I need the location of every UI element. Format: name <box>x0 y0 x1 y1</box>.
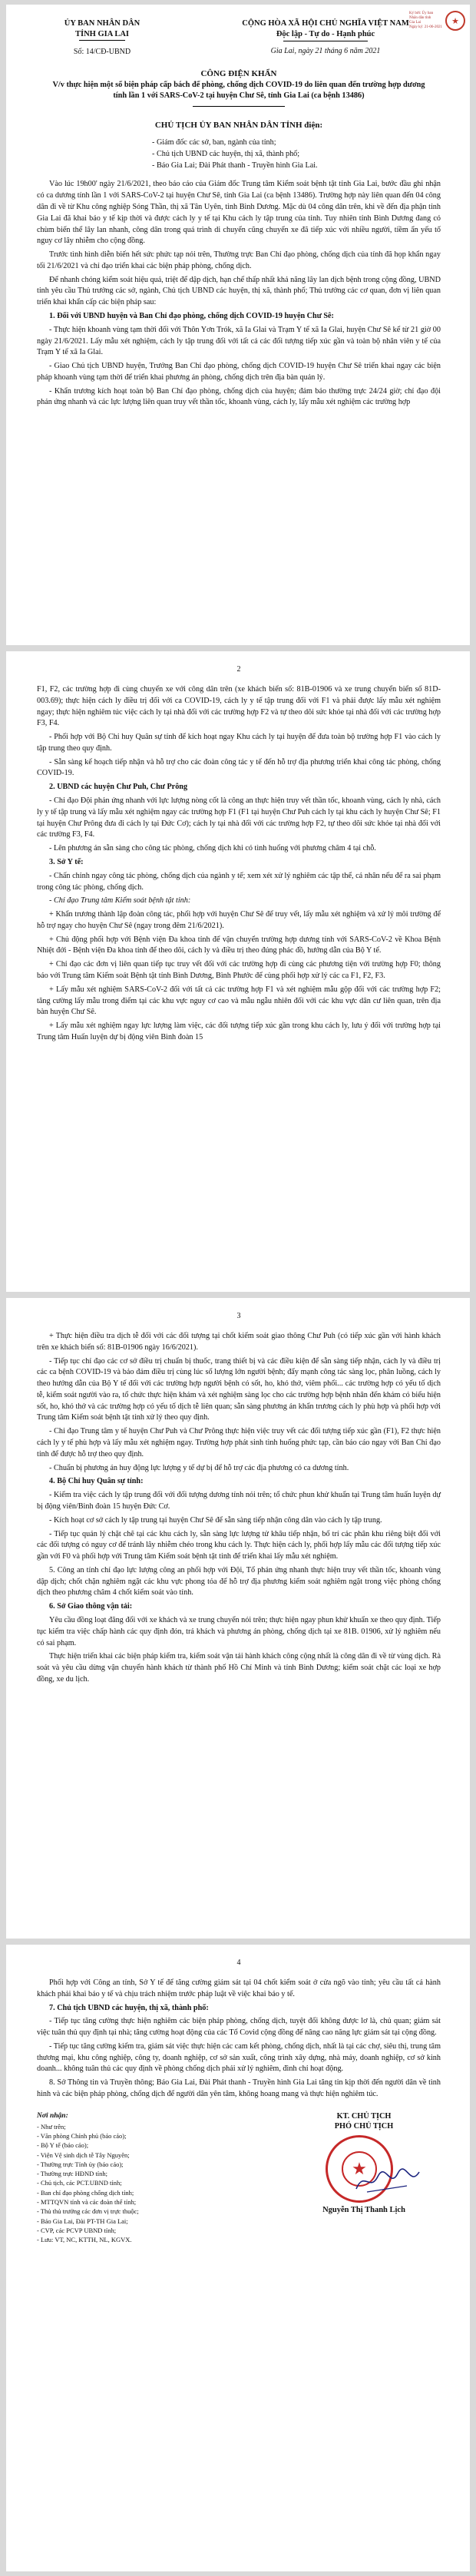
paragraph: Trước tình hình diễn biến hết sức phức tạp nói trên, Thường trực Ban Chỉ đạo phòng, chống dịch của tỉnh đã họp khẩn ngay tối 21/6/2021 và chỉ đạo triển khai các biện pháp phòng, chống dịch. <box>37 250 441 270</box>
paragraph: + Lấy mẫu xét nghiệm SARS-CoV-2 đối với tất cả các trường hợp F1 và xét nghiệm mẫu gộp đối với các trường hợp F2; tăng cường lấy mẫu trong điểm tại các khu vực nguy cơ cao và mẫu ngẫu nhiên đối với các khu vực dân cư liên quan, trên địa bàn huyện Chư Sê. <box>37 985 441 1017</box>
document-page-4 <box>6 1945 470 2571</box>
signer-authority: KT. CHỦ TỊCH <box>336 2111 392 2121</box>
paragraph: - Chuẩn bị phương án huy động lực lượng y tế dự bị để hỗ trợ các địa phương có ca dương tính. <box>49 1463 349 1472</box>
section-heading: 7. Chủ tịch UBND các huyện, thị xã, thành phố: <box>49 2003 209 2012</box>
national-block <box>210 18 441 56</box>
paragraph: Để nhanh chóng kiểm soát hiệu quả, triệt để dập dịch, hạn chế thấp nhất khả năng lây lan dịch bệnh trong cộng đồng, UBND tỉnh yêu cầu Thủ trưởng các sở, ngành, Chủ tịch UBND các huyện, thị xã, thành phố; Thủ trưởng các cơ quan, đơn vị liên quan triển khai khẩn cấp các biện pháp sau: <box>37 275 441 307</box>
document-date: Gia Lai, ngày 21 tháng 6 năm 2021 <box>270 47 381 56</box>
paragraph: - Chỉ đạo Đội phản ứng nhanh với lực lượng nòng cốt là công an thực hiện truy vết thần tốc, khoanh vùng, cách ly nhà, cách ly y tế tập trung và lấy mẫu xét nghiệm ngay các trường hợp F1 (F1 tại huyện Chư Puh cách ly tại khu cách ly huyện Chư Sê; F1 tại huyện Chư Prông đưa đi cách ly tại Đức Cơ); cách ly tại nhà đối với các trường hợp F2, tự theo dõi sức khỏe tại nhà đối với các trường F3, F4. <box>37 796 441 839</box>
page-number: 3 <box>236 1312 241 1320</box>
signer-name: Nguyễn Thị Thanh Lịch <box>322 2205 405 2214</box>
recipient-item: - Văn phòng Chính phủ (báo cáo); <box>37 2131 127 2140</box>
paragraph: - Chấn chỉnh ngay công tác phòng, chống dịch của ngành y tế; xem xét xử lý nghiêm các tập thể, cá nhân nếu để ra sai phạm trong công tác phòng, chống dịch. <box>37 871 441 892</box>
digital-signature-text: Ký bởi: Ủy ban Nhân dân tỉnh Gia Lai Ngày ký: 21-06-2021 <box>409 12 443 29</box>
digital-signature-tag <box>409 11 465 31</box>
paragraph: + Thực hiện điều tra dịch tễ đối với các đối tượng tại chốt kiểm soát giao thông Chư Puh (có tiếp xúc gần với hành khách trên xe khách biển số: 81B-01906 ngày 16/6/2021). <box>37 1332 441 1352</box>
recipient-item: - Chủ tịch, các PCT.UBND tỉnh; <box>37 2179 122 2187</box>
recipient-item: - Thủ thủ trưởng các đơn vị trực thuộc; <box>37 2207 139 2216</box>
document-page-2 <box>6 651 470 1292</box>
issuer-rule <box>79 40 125 41</box>
paragraph: + Khẩn trương thành lập đoàn công tác, phối hợp với huyện Chư Sê để truy vết, lấy mẫu xét nghiệm và xử lý môi trường để hỗ trợ ngay cho huyện Chư Sê (ngay trong đêm 21/6/2021). <box>37 910 441 930</box>
paragraph: - Kích hoạt cơ sở cách ly tập trung tại huyện Chư Sê để sẵn sàng tiếp nhận công dân vào cách ly tập trung. <box>49 1515 382 1525</box>
section-heading: 1. Đối với UBND huyện và Ban Chỉ đạo phòng, chống dịch COVID-19 huyện Chư Sê: <box>49 312 334 320</box>
document-page-1 <box>6 5 470 645</box>
section-heading: 2. UBND các huyện Chư Puh, Chư Prông <box>49 783 188 792</box>
document-header <box>37 18 441 57</box>
signature-section <box>37 2111 441 2245</box>
recipient-item: - MTTQVN tỉnh và các đoàn thể tỉnh; <box>37 2198 137 2207</box>
document-subject: V/v thực hiện một số biện pháp cấp bách để phòng, chống dịch COVID-19 do liên quan đến trường hợp dương tính lần 1 với SARS-CoV-2 tại huyện Chư Sê, tỉnh Gia Lai (ca bệnh 13486) <box>52 81 425 101</box>
paragraph: - Sẵn sàng kế hoạch tiếp nhận và hỗ trợ cho các đoàn công tác y tế đến hỗ trợ địa phương triển khai công tác phòng, chống COVID-19. <box>37 757 441 778</box>
paragraph: - Tiếp tục tăng cường kiểm tra, giám sát việc thực hiện các cam kết phòng, chống dịch, nhất là tại các chợ, siêu thị, trung tâm thương mại, khu công nghiệp, công ty, doanh nghiệp, cơ sở sản xuất, công trình xây dựng, nhà máy, doanh nghiệp, cơ sở kinh doanh... không tuân thủ các quy định về phòng chống dịch phải xử lý nghiêm, đình chỉ hoạt động. <box>37 2041 441 2074</box>
national-motto: Độc lập - Tự do - Hạnh phúc <box>276 29 375 38</box>
signer-position: PHÓ CHỦ TỊCH <box>334 2122 394 2131</box>
paragraph: - Giao Chủ tịch UBND huyện, Trưởng Ban Chỉ đạo phòng, chống dịch COVID-19 huyện Chư Sê triển khai ngay các biện pháp khoanh vùng tạm thời để triển khai phương án phòng, chống dịch trên địa bàn quản lý. <box>37 362 441 382</box>
document-title: CÔNG ĐIỆN KHẨN <box>200 69 277 79</box>
paragraph: - Tiếp tục tăng cường thực hiện nghiêm các biện pháp phòng, chống dịch, tuyệt đối không được lơ là, chủ quan; giám sát việc tuân thủ quy định tại nhà; tăng cường hoạt động của các Tổ Covid cộng đồng để nâng cao năng lực giám sát tại cộng đồng. <box>37 2017 441 2038</box>
document-number: Số: 14/CĐ-UBND <box>73 48 131 57</box>
paragraph: 8. Sở Thông tin và Truyền thông; Báo Gia Lai, Đài Phát thanh - Truyền hình Gia Lai tăng tin kịp thời đến người dân về tình hình và các biện pháp phòng, chống dịch để người dân yên tâm, không hoang mang và thực hiện nghiêm túc. <box>37 2078 441 2099</box>
paragraph: F1, F2, các trường hợp đi cùng chuyến xe với công dân trên (xe khách biển số: 81B-01906 và xe trung chuyển biển số 81D-003.69); thực hiện cách ly điều trị đối với ca COVID-19, cách ly y tế tập trung đối với F1 và phải được lấy mẫu xét nghiệm ngay; thực hiện nghiêm túc việc cách ly tại nhà đối với các trường hợp F2 và tự theo dõi sức khỏe tại nhà đối với các trường hợp F3, F4. <box>37 685 441 728</box>
section-heading: 6. Sở Giao thông vận tải: <box>49 1602 133 1611</box>
section-heading: 4. Bộ Chỉ huy Quân sự tỉnh: <box>49 1477 144 1486</box>
star-icon: ★ <box>342 2151 377 2187</box>
section-heading: 3. Sở Y tế: <box>49 857 84 866</box>
paragraph: - Chỉ đạo Trung tâm y tế huyện Chư Puh và Chư Prông thực hiện việc truy vết các đối tượng tiếp xúc gần (F1), F2 thực hiện cách ly y tế phù hợp và lấy mẫu xét nghiệm ngay. Trường hợp phát sinh tình huống phức tạp, cần báo cáo ngay với Ban Chỉ đạo tỉnh để được hỗ trợ theo quy định. <box>37 1427 441 1459</box>
signer-block <box>287 2111 441 2245</box>
national-title: CỘNG HÒA XÃ HỘI CHỦ NGHĨA VIỆT NAM <box>242 19 409 28</box>
recipient-item: - Ban chỉ đạo phòng chống dịch tỉnh; <box>37 2188 134 2197</box>
seal-mini-icon: ★ <box>445 11 465 31</box>
official-seal <box>287 2135 441 2206</box>
recipient-item: - Báo Gia Lai, Đài PT-TH Gia Lai; <box>37 2217 128 2225</box>
title-rule <box>193 106 285 107</box>
paragraph: - Phối hợp với Bộ Chỉ huy Quân sự tỉnh để kích hoạt ngay Khu cách ly tại huyện để đưa toàn bộ trường hợp F1 vào cách ly tập trung theo quy định. <box>37 733 441 753</box>
addressee-heading: CHỦ TỊCH ỦY BAN NHÂN DÂN TỈNH điện: <box>154 121 323 131</box>
paragraph: - Lên phương án sẵn sàng cho công tác phòng, chống dịch khi có tình huống với phương châm 4 tại chỗ. <box>49 844 376 853</box>
handwritten-signature <box>353 2166 422 2197</box>
recipient-item: - Viện Vệ sinh dịch tễ Tây Nguyên; <box>37 2151 130 2159</box>
issuer-line-2: TỈNH GIA LAI <box>74 29 130 38</box>
document-page-3 <box>6 1298 470 1939</box>
recipients-label: Nơi nhận: <box>37 2111 68 2120</box>
recipient-item: - Như trên; <box>37 2122 66 2131</box>
recipient-item: - Lưu: VT, NC, KTTH, NL, KGVX. <box>37 2236 132 2244</box>
paragraph: - Khẩn trương kích hoạt toàn bộ Ban Chỉ đạo phòng, chống dịch của huyện; đảm bảo thường trực 24/24 giờ; chỉ đạo đội phản ứng nhanh và các lực lượng liên quan truy vết thần tốc, khoanh vùng, cách ly, lấy mẫu xét nghiệm các trường hợp <box>37 386 441 407</box>
paragraph: 5. Công an tỉnh chỉ đạo lực lượng công an phối hợp với Đội, Tổ phản ứng nhanh thực hiện truy vết thần tốc, khoanh vùng dập dịch; chốt chặn nghiêm ngặt các khu vực phong tỏa để hỗ trợ địa phương kiểm soát nghiêm ngặt trong việc phòng chống dịch theo phương châm 4 chốt kiểm soát vào tỉnh. <box>37 1565 441 1598</box>
page-number: 4 <box>236 1958 241 1967</box>
issuer-block <box>37 18 167 57</box>
recipient-item: - CVP, các PCVP UBND tỉnh; <box>37 2227 117 2235</box>
recipients-block <box>37 2111 221 2245</box>
paragraph: Thực hiện triển khai các biện pháp kiểm tra, kiểm soát vận tải hành khách công cộng nhất là công dân đi về từ vùng dịch. Rà soát và yêu cầu dừng vận chuyển hành khách từ thành phố Hồ Chí Minh và tỉnh Bình Dương; kiểm soát chặt các loại xe hợp đồng, xe du lịch. <box>37 1652 441 1684</box>
paragraph: Phối hợp với Công an tỉnh, Sở Y tế để tăng cường giám sát tại 04 chốt kiểm soát ở cửa ngõ vào tỉnh; yêu cầu tất cả hành khách phải khai báo y tế và chịu trách nhiệm trước pháp luật về việc khai báo y tế. <box>37 1978 441 1998</box>
paragraph: - Tiếp tục quản lý chặt chẽ tại các khu cách ly, sẵn sàng lực lượng tử khâu tiếp nhận, bố trí các phân khu riêng biệt đối với các đối tượng có nguy cơ để tránh lây nhiễm chéo trong khu cách ly. Thực hiện cách ly, phối hợp lấy mẫu các đối tượng tiếp xúc gần với F0 và phối hợp với Trung tâm Kiểm soát bệnh tật tỉnh để triển khai lấy mẫu xét nghiệm. <box>37 1529 441 1561</box>
recipient-item: - Bộ Y tế (báo cáo); <box>37 2141 89 2150</box>
addressee-item: - Chủ tịch UBND các huyện, thị xã, thành phố; <box>152 149 300 158</box>
issuer-line-1: ỦY BAN NHÂN DÂN <box>64 19 140 28</box>
recipient-item: - Thường trực Tỉnh ủy (báo cáo); <box>37 2160 124 2168</box>
addressee-item: - Giám đốc các sở, ban, ngành của tỉnh; <box>152 138 276 147</box>
paragraph: + Chỉ đạo các đơn vị liên quan tiếp tục truy vết đối với các trường hợp đi cùng các phương tiện với trường hợp F0; thông báo với Trung tâm Kiểm soát Bệnh tật tỉnh Bình Dương, Bình Phước để cùng phối hợp xử lý các ca F1, F2, F3. <box>37 960 441 980</box>
paragraph: - Kiểm tra việc cách ly tập trung đối với đối tượng dương tính nói trên; tổ chức phun khử khuẩn tại Trung tâm huấn luyện dự bị động viên/Binh đoàn 15 huyện Đức Cơ. <box>37 1491 441 1511</box>
paragraph: - Tiếp tục chỉ đạo các cơ sở điều trị chuẩn bị thuốc, trang thiết bị và các điều kiện để sẵn sàng tiếp nhận, cách ly và điều trị các ca bệnh COVID-19 và bảo đảm điều trị cùng lúc số lượng lớn người bệnh; đẩy mạnh công tác sàng lọc, phân luồng, cách ly theo hướng dẫn của Bộ Y tế đối với các trường hợp người bệnh có sốt, ho, khó thở, viêm phổi... các trường hợp có yếu tố dịch tễ, kiểm soát người vào ra, tổ chức thực hiện khám và xét nghiệm sàng lọc cho các trường hợp bệnh nhân đến khám có biểu hiện sốt, ho, khó thở và các trường hợp có yếu tố dịch tễ liên quan; sẵn sàng phương án khẩn trương cách ly phù hợp và phối hợp với Trung tâm Kiểm soát bệnh tật tỉnh xử lý theo quy định. <box>37 1356 441 1422</box>
paragraph: Yêu cầu đồng loạt đăng đối với xe khách và xe trung chuyển nói trên; thực hiện ngay phun khử khuẩn xe theo quy định. Tiếp tục kiểm tra việc chấp hành các quy định đón, trả khách và phương án phòng, chống dịch tại xe 81B. 01906, xử lý nghiêm nếu có sai phạm. <box>37 1615 441 1647</box>
page-number: 2 <box>236 665 241 674</box>
paragraph: + Lấy mẫu xét nghiệm ngay lực lượng làm việc, các đối tượng tiếp xúc gần trong khu cách ly, lưu ý đối với trường hợp tại Trung tâm Huấn luyện dự bị động viên Bình đoàn 15 <box>37 1021 441 1041</box>
addressee-list <box>152 137 441 171</box>
recipient-item: - Thường trực HĐND tỉnh; <box>37 2170 107 2178</box>
sub-heading: - Chỉ đạo Trung tâm Kiểm soát bệnh tật tỉnh: <box>49 896 191 906</box>
addressee-item: - Báo Gia Lai; Đài Phát thanh - Truyền hình Gia Lai. <box>152 161 318 170</box>
paragraph: Vào lúc 19h00' ngày 21/6/2021, theo báo cáo của Giám đốc Trung tâm Kiểm soát bệnh tật tỉnh Gia Lai, bước đầu ghi nhận có ca dương tính lần 1 với SARS-CoV-2 tại huyện Chư Sê, tỉnh Gia Lai (ca bệnh 13486). Trường hợp này liên quan đến 04 công dân đi về từ Khu công nghiệp Sóng Thần, thị xã Tân Uyên, tỉnh Bình Dương. Mặc dù 04 công dân trên, khi về đến địa phận tỉnh Gia Lai đã khai báo y tế kịp thời và được cách ly y tế tại Khu cách ly tập trung của tỉnh. Tuy nhiên tỉnh Bình Dương đang có chùm biến thể lây lan nhanh, công dân trong quá trình di chuyển cũng chuyển xe đã tiếp xúc với nhiều người, tiềm ẩn yếu tố nguy cơ lây nhiễm cho cộng đồng. <box>37 180 441 246</box>
paragraph: + Chủ động phối hợp với Bệnh viện Đa khoa tỉnh để vận chuyển trường hợp dương tính với SARS-CoV-2 về Khoa Bệnh Nhiệt đới - Bệnh viện Đa khoa tỉnh để theo dõi, cách ly và điều trị theo đúng phác đồ, hướng dẫn của Bộ Y tế. <box>37 935 441 955</box>
paragraph: - Thực hiện khoanh vùng tạm thời đối với Thôn Yơn Trók, xã Ia Glai và Trạm Y tế xã Ia Glai, huyện Chư Sê kể từ 21 giờ 00 ngày 21/6/2021. Lấy mẫu xét nghiệm, cách ly tập trung đối với tất cả các đối tượng tiếp xúc gần và toàn bộ nhân viên y tế của Trạm Y tế xã Ia Glai. <box>37 325 441 357</box>
